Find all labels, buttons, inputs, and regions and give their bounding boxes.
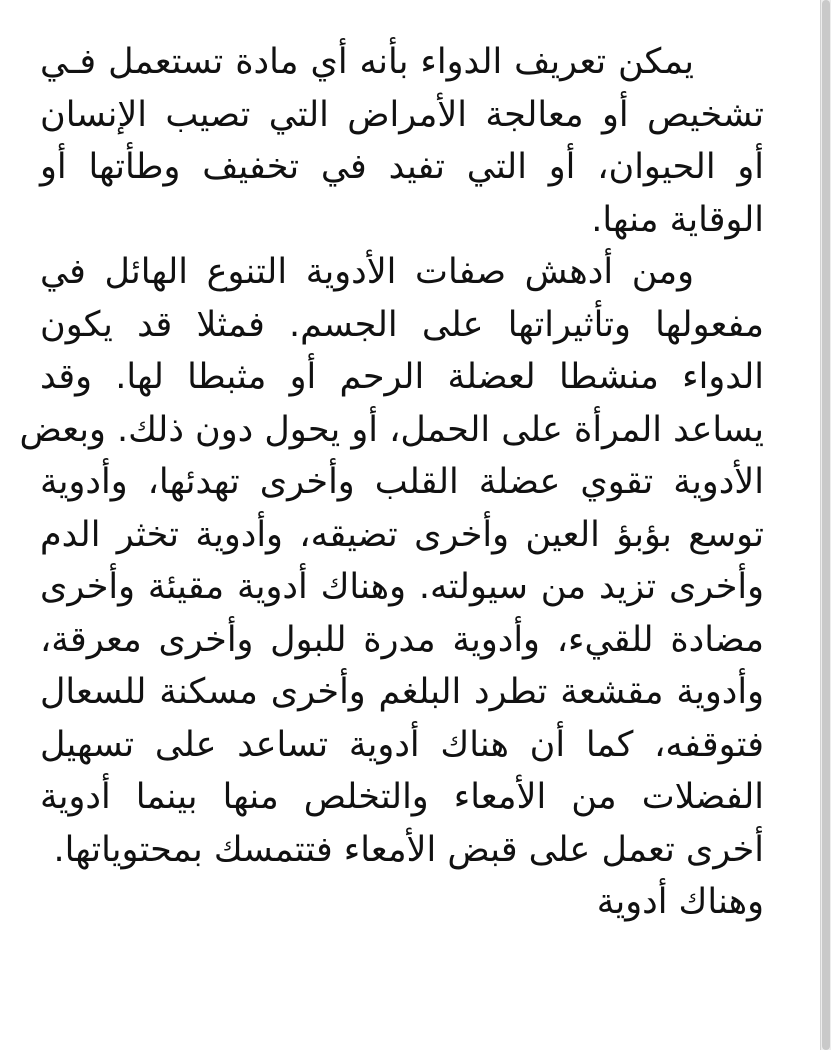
paragraph-line: الدواء منشطا لعضلة الرحم أو مثبطا لها. وقد: [40, 357, 764, 397]
paragraph-1: [40, 36, 764, 246]
paragraph-line: فتوقفه، كما أن هناك أدوية تساعد على تسهيل: [40, 724, 764, 765]
paragraph-line: تشخيص أو معالجة الأمراض التي تصيب الإنسان: [40, 94, 764, 135]
paragraph-line: ومن أدهش صفات الأدوية التنوع الهائل في: [40, 252, 694, 292]
scrollbar-thumb[interactable]: [822, 0, 830, 1050]
paragraph-line: وأدوية مقشعة تطرد البلغم وأخرى مسكنة للسعال: [40, 672, 764, 712]
paragraph-line: الفضلات من الأمعاء والتخلص منها بينما أدوية: [40, 777, 764, 817]
paragraph-2: [19, 246, 764, 876]
paragraph-line: يساعد المرأة على الحمل، أو يحول دون ذلك. وبعض: [19, 409, 764, 450]
paragraph-line: يمكن تعريف الدواء بأنه أي مادة تستعمل فـي: [40, 42, 694, 82]
paragraph-line: مضادة للقيء، وأدوية مدرة للبول وأخرى معرقة،: [40, 619, 764, 660]
paragraph-line: الوقاية منها.: [591, 199, 764, 240]
paragraph-line: أخرى تعمل على قبض الأمعاء فتتمسك بمحتوياتها.: [53, 829, 764, 870]
paragraph-line: توسع بؤبؤ العين وأخرى تضيقه، وأدوية تخثر الدم: [40, 514, 764, 555]
scrollbar-track[interactable]: [820, 0, 831, 1050]
paragraph-line: وأخرى تزيد من سيولته. وهناك أدوية مقيئة وأخرى: [40, 567, 764, 607]
paragraph-line: أو الحيوان، أو التي تفيد في تخفيف وطأتها أو: [40, 147, 764, 187]
paragraph-line: الأدوية تقوي عضلة القلب وأخرى تهدئها، وأدوية: [40, 462, 764, 502]
article-text: [19, 36, 764, 922]
paragraph-line: مفعولها وتأثيراتها على الجسم. فمثلا قد يكون: [40, 304, 764, 345]
cut-off-line: وهناك أدوية: [596, 882, 764, 922]
